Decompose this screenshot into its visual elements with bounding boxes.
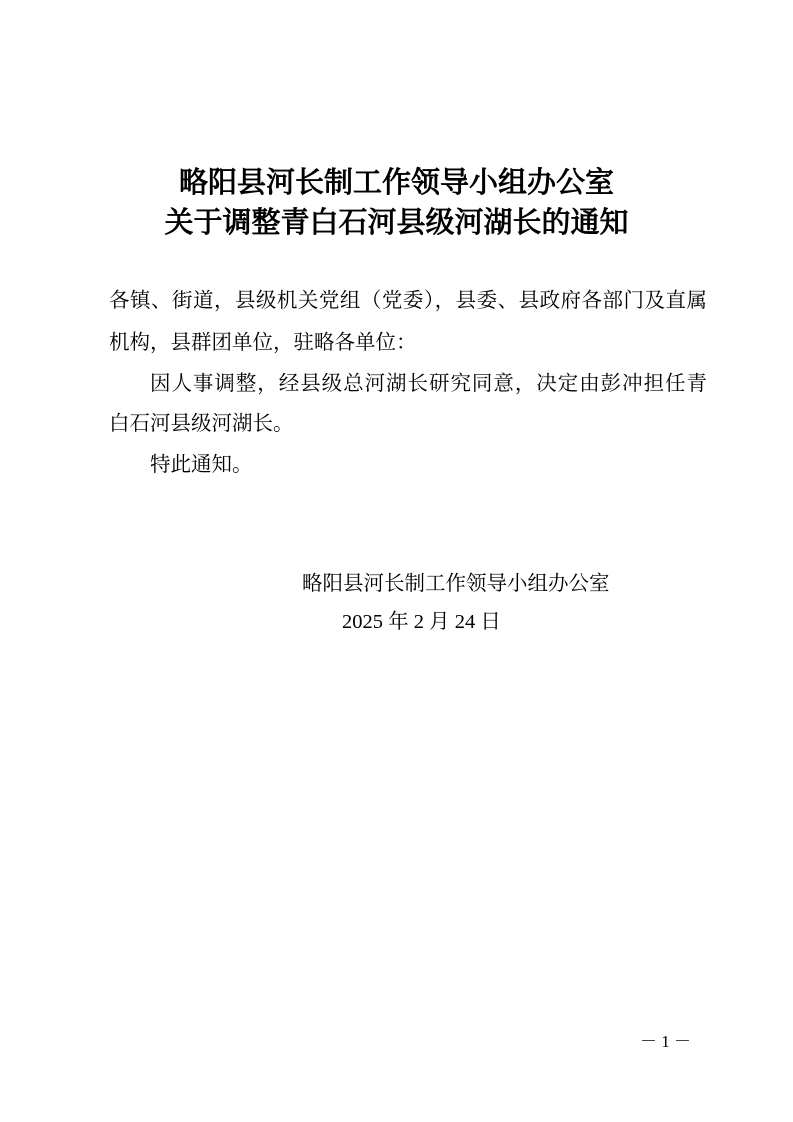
recipients-line-1: 各镇、街道，县级机关党组（党委），县委、县政府各部门及直属 xyxy=(109,288,707,312)
document-title-line-1: 略阳县河长制工作领导小组办公室 xyxy=(178,165,614,199)
signature-date: 2025 年 2 月 24 日 xyxy=(342,611,501,633)
document-title-line-2: 关于调整青白石河县级河湖长的通知 xyxy=(164,205,629,239)
signature-organization: 略阳县河长制工作领导小组办公室 xyxy=(302,571,610,595)
recipients-line-2: 机构，县群团单位，驻略各单位： xyxy=(109,330,417,354)
body-paragraph-2: 特此通知。 xyxy=(150,452,253,476)
page-number: － 1 － xyxy=(640,1032,691,1051)
body-paragraph-1-line-2: 白石河县级河湖长。 xyxy=(109,411,294,435)
body-paragraph-1-line-1: 因人事调整，经县级总河湖长研究同意，决定由彭冲担任青 xyxy=(150,371,707,395)
